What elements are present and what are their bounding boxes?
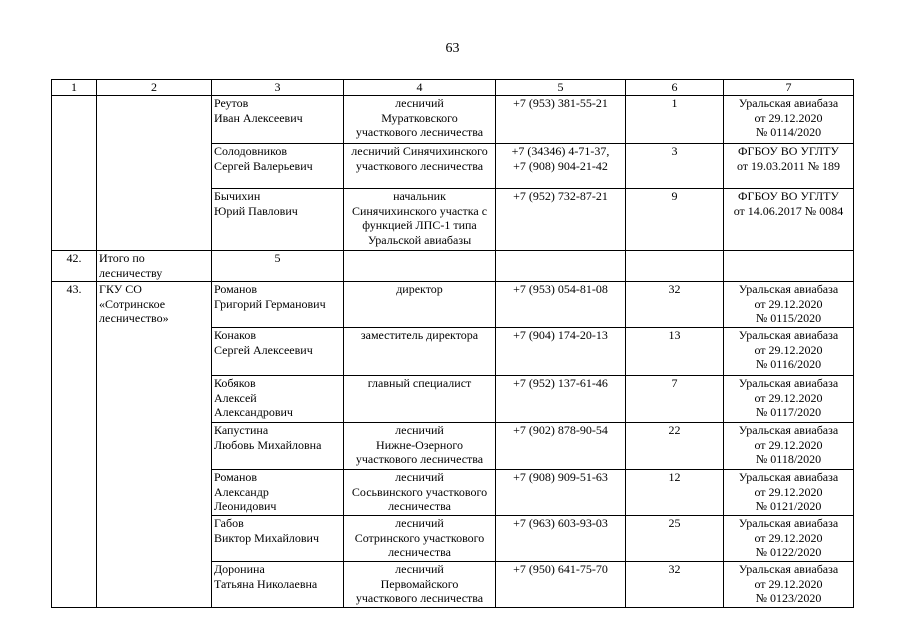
header-cell: 2 <box>97 80 212 96</box>
position-cell: начальник Синячихинского участка с функцией ЛПС-1 типа Уральской авиабазы <box>344 189 496 251</box>
number-cell: 43. <box>52 282 97 608</box>
count-cell: 9 <box>626 189 724 251</box>
organization-cell: ГКУ СО «Сотринское лесничество» <box>97 282 212 608</box>
position-cell: лесничий Нижне-Озерного участкового лесничества <box>344 423 496 470</box>
empty-cell <box>626 251 724 282</box>
empty-cell <box>724 251 854 282</box>
document-cell: Уральская авиабаза от 29.12.2020 № 0118/2020 <box>724 423 854 470</box>
name-cell: Реутов Иван Алексеевич <box>212 96 344 144</box>
phone-cell: +7 (953) 381-55-21 <box>496 96 626 144</box>
document-cell: Уральская авиабаза от 29.12.2020 № 0121/2020 <box>724 470 854 516</box>
count-cell: 1 <box>626 96 724 144</box>
staff-table <box>51 79 854 608</box>
name-cell: Солодовников Сергей Валерьевич <box>212 144 344 189</box>
total-label: Итого по лесничеству <box>97 251 212 282</box>
count-cell: 32 <box>626 562 724 608</box>
position-cell: лесничий Сосьвинского участкового лесничества <box>344 470 496 516</box>
phone-cell: +7 (34346) 4-71-37, +7 (908) 904-21-42 <box>496 144 626 189</box>
document-cell: Уральская авиабаза от 29.12.2020 № 0122/2020 <box>724 516 854 562</box>
document-cell: Уральская авиабаза от 29.12.2020 № 0123/2020 <box>724 562 854 608</box>
total-row <box>52 251 854 282</box>
document-cell: Уральская авиабаза от 29.12.2020 № 0114/2020 <box>724 96 854 144</box>
position-cell: лесничий Первомайского участкового лесничества <box>344 562 496 608</box>
name-cell: Кобяков Алексей Александрович <box>212 376 344 423</box>
table-row <box>52 96 854 144</box>
name-cell: Романов Григорий Германович <box>212 282 344 328</box>
position-cell: лесничий Сотринского участкового лесничества <box>344 516 496 562</box>
page-number: 63 <box>445 41 460 56</box>
table-row <box>52 282 854 328</box>
number-cell: 42. <box>52 251 97 282</box>
header-cell: 3 <box>212 80 344 96</box>
position-cell: лесничий Синячихинского участкового лесничества <box>344 144 496 189</box>
count-cell: 22 <box>626 423 724 470</box>
phone-cell: +7 (908) 909-51-63 <box>496 470 626 516</box>
count-cell: 25 <box>626 516 724 562</box>
header-row <box>52 80 854 96</box>
header-cell: 5 <box>496 80 626 96</box>
name-cell: Доронина Татьяна Николаевна <box>212 562 344 608</box>
phone-cell: +7 (963) 603-93-03 <box>496 516 626 562</box>
name-cell: Габов Виктор Михайлович <box>212 516 344 562</box>
count-cell: 13 <box>626 328 724 376</box>
header-cell: 1 <box>52 80 97 96</box>
count-cell: 32 <box>626 282 724 328</box>
document-cell: Уральская авиабаза от 29.12.2020 № 0115/2020 <box>724 282 854 328</box>
organization-cell <box>97 96 212 251</box>
phone-cell: +7 (952) 732-87-21 <box>496 189 626 251</box>
position-cell: лесничий Муратковского участкового лесничества <box>344 96 496 144</box>
header-cell: 7 <box>724 80 854 96</box>
document-cell: Уральская авиабаза от 29.12.2020 № 0116/2020 <box>724 328 854 376</box>
position-cell: заместитель директора <box>344 328 496 376</box>
empty-cell <box>496 251 626 282</box>
header-cell: 4 <box>344 80 496 96</box>
position-cell: директор <box>344 282 496 328</box>
name-cell: Бычихин Юрий Павлович <box>212 189 344 251</box>
count-cell: 12 <box>626 470 724 516</box>
phone-cell: +7 (902) 878-90-54 <box>496 423 626 470</box>
position-cell: главный специалист <box>344 376 496 423</box>
phone-cell: +7 (950) 641-75-70 <box>496 562 626 608</box>
name-cell: Романов Александр Леонидович <box>212 470 344 516</box>
count-cell: 3 <box>626 144 724 189</box>
document-cell: ФГБОУ ВО УГЛТУ от 19.03.2011 № 189 <box>724 144 854 189</box>
phone-cell: +7 (952) 137-61-46 <box>496 376 626 423</box>
empty-cell <box>344 251 496 282</box>
document-cell: Уральская авиабаза от 29.12.2020 № 0117/2020 <box>724 376 854 423</box>
count-cell: 7 <box>626 376 724 423</box>
name-cell: Конаков Сергей Алексеевич <box>212 328 344 376</box>
document-cell: ФГБОУ ВО УГЛТУ от 14.06.2017 № 0084 <box>724 189 854 251</box>
phone-cell: +7 (953) 054-81-08 <box>496 282 626 328</box>
header-cell: 6 <box>626 80 724 96</box>
name-cell: Капустина Любовь Михайловна <box>212 423 344 470</box>
number-cell <box>52 96 97 251</box>
phone-cell: +7 (904) 174-20-13 <box>496 328 626 376</box>
total-value: 5 <box>212 251 344 282</box>
